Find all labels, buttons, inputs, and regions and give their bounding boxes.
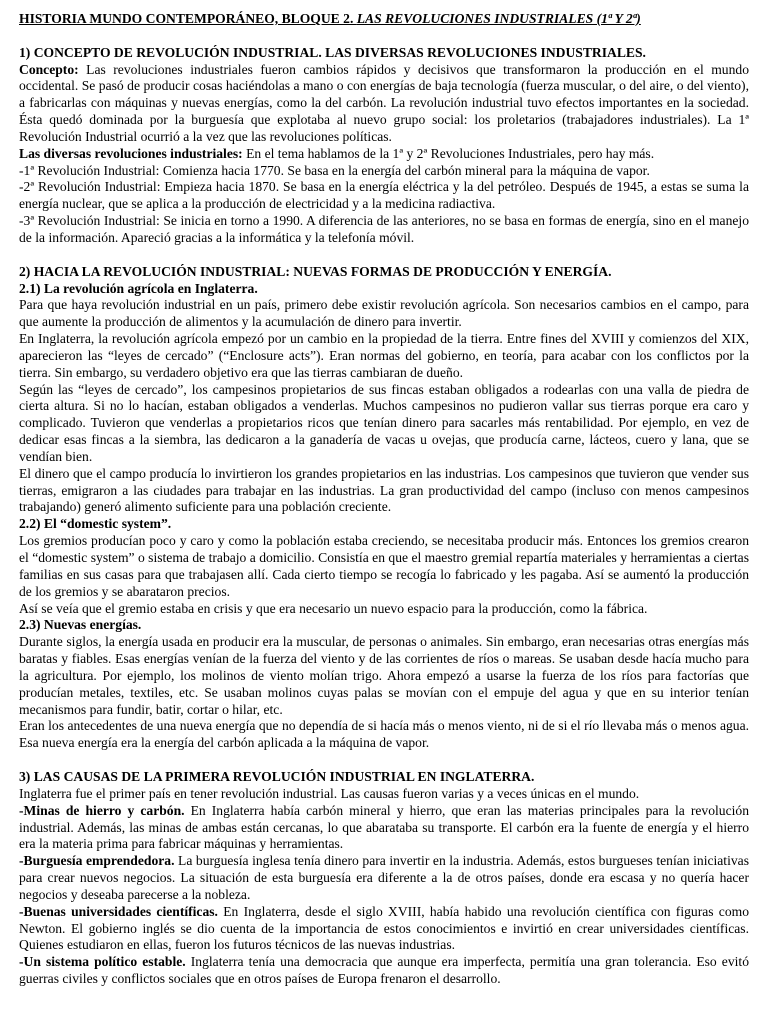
paragraph: Así se veía que el gremio estaba en crisis y que era necesario un nuevo espacio para la producción, como la fábrica. xyxy=(19,600,648,616)
paragraph: Los gremios producían poco y caro y como la población estaba creciendo, se necesitaba producir más. Entonces los gremios crearon el “domestic system” o sistema de trabajo a domicilio. Consistía en que el maestro gremial repartía materiales y herramientas a ciertas familias en sus casas para que trabajasen allí. Cada cierto tiempo se recogía lo fabricado y les pagaba. Así se aumentó la producción de los gremios y se abarataron precios. xyxy=(19,533,749,599)
cause-label: -Un sistema político estable. xyxy=(19,954,186,970)
section-1-heading: 1) CONCEPTO DE REVOLUCIÓN INDUSTRIAL. LAS DIVERSAS REVOLUCIONES INDUSTRIALES. xyxy=(19,44,646,60)
concept-paragraph xyxy=(19,62,749,146)
cause-text: Inglaterra tenía una democracia que aunque era imperfecta, permitía una gran tolerancia. Eso evitó guerras civiles y conflictos sociales que en otros países de Europa frenaron el desarrollo. xyxy=(19,954,749,987)
diversas-paragraph xyxy=(19,146,749,163)
subsection-2-2-heading: 2.2) El “domestic system”. xyxy=(19,516,172,532)
cause-text: En Inglaterra había carbón mineral y hierro, que eran las materias principales para la revolución industrial. Además, las minas de ambas están cercanas, lo que abarataba su transporte. El carbón era la fuente de energía y el hierro era la materia prima para fabricar máquinas y herramientas. xyxy=(19,802,750,852)
paragraph: El dinero que el campo producía lo invirtieron los grandes propietarios en las industrias. Los campesinos que tuvieron que vender sus tierras, emigraron a las ciudades para trabajar en las industrias. La gran productividad del campo (incluso con menos campesinos trabajando) generó alimento suficiente para una población creciente. xyxy=(19,465,749,515)
cause-label: -Buenas universidades científicas. xyxy=(19,903,218,919)
cause-paragraph xyxy=(19,904,749,955)
revolution-item: -1ª Revolución Industrial: Comienza hacia 1770. Se basa en la energía del carbón mineral para la máquina de vapor. xyxy=(19,162,650,178)
concept-label: Concepto: xyxy=(19,61,79,77)
diversas-text: En el tema hablamos de la 1ª y 2ª Revoluciones Industriales, pero hay más. xyxy=(242,145,655,161)
revolution-item: -3ª Revolución Industrial: Se inicia en torno a 1990. A diferencia de las anteriores, no se basa en formas de energía, sino en el manejo de la información. Apareció gracias a la informática y la telefonía móvil. xyxy=(19,213,749,245)
paragraph: Para que haya revolución industrial en un país, primero debe existir revolución agrícola. Son necesarios cambios en el campo, para que aumente la producción de alimentos y la acumulación de dinero para invertir. xyxy=(19,297,749,330)
revolution-item: -2ª Revolución Industrial: Empieza hacia 1870. Se basa en la energía eléctrica y la del petróleo. Después de 1945, a estas se suma la energía nuclear, que se aplica a la producción de electricidad y a la medicina radiactiva. xyxy=(19,179,749,212)
title-main: HISTORIA MUNDO CONTEMPORÁNEO, BLOQUE 2. xyxy=(19,11,357,26)
title-italic: LAS REVOLUCIONES INDUSTRIALES (1ª Y 2ª) xyxy=(356,11,641,26)
section-3-intro: Inglaterra fue el primer país en tener revolución industrial. Las causas fueron varias y a veces únicas en el mundo. xyxy=(19,785,640,801)
diversas-label: Las diversas revoluciones industriales: xyxy=(19,145,243,161)
paragraph: Durante siglos, la energía usada en producir era la muscular, de personas o animales. Sin embargo, eran necesarias otras energías más baratas y fiables. Esas energías venían de la fuerza del viento y de las corrientes de ríos o mareas. Se usaban desde hacía mucho para la agricultura. Por ejemplo, los molinos de viento molían trigo. Ahora empezó a usarse la fuerza de los ríos para factorías que producían metales, textiles, etc. Se usaban molinos cuyas palas se movían con el empuje del agua y que en su interior tenían mecanismos para fundir, batir, cortar o hilar, etc. xyxy=(19,634,749,717)
cause-label: -Minas de hierro y carbón. xyxy=(19,802,185,818)
cause-paragraph xyxy=(19,954,749,988)
concept-text: Las revoluciones industriales fueron cambios rápidos y decisivos que transformaron la producción en el mundo occidental. Se pasó de producir cosas haciéndolas a mano o con energías de baja tecnología (fuerza muscular, o del aire, o del viento), a fabricarlas con máquinas y nuevas energías, como la del carbón. La revolución industrial tuvo efectos importantes en la sociedad. Ésta quedó dominada por la burguesía que explotaba al nuevo grupo social: los proletarios (trabajadores industriales). La 1ª Revolución Industrial ocurrió a la vez que las revoluciones políticas. xyxy=(19,61,749,144)
section-2-heading: 2) HACIA LA REVOLUCIÓN INDUSTRIAL: NUEVAS FORMAS DE PRODUCCIÓN Y ENERGÍA. xyxy=(19,263,612,279)
cause-text: En Inglaterra, desde el siglo XVIII, había habido una revolución científica con figuras como Newton. El gobierno inglés se dio cuenta de la importancia de estos conocimientos e invirtió en crear universidades científicas. Quienes estudiaron en ellas, fueron los futuros técnicos de las nuevas industrias. xyxy=(19,903,749,953)
document-title xyxy=(19,11,749,28)
cause-label: -Burguesía emprendedora. xyxy=(19,853,175,869)
cause-text: La burguesía inglesa tenía dinero para invertir en la industria. Además, estos burgueses tenían iniciativas para crear nuevos negocios. La situación de esta burguesía era diferente a la de otros países, donde era escasa y no quería hacer negocios y deseaba parecerse a la nobleza. xyxy=(19,853,749,902)
subsection-2-1-heading: 2.1) La revolución agrícola en Inglaterra. xyxy=(19,280,258,296)
paragraph: En Inglaterra, la revolución agrícola empezó por un cambio en la propiedad de la tierra. Entre fines del XVIII y comienzos del XIX, aparecieron las “leyes de cercado” (“Enclosure acts”). Eran normas del gobierno, en teoría, para acabar con los conflictos por la tierra. Sin embargo, su verdadero objetivo era que las tierras cambiaran de dueño. xyxy=(19,331,749,380)
paragraph: Según las “leyes de cercado”, los campesinos propietarios de sus fincas estaban obligados a rodearlas con una valla de piedra de cierta altura. Si no lo hacían, estaban obligados a venderlas. Muchos campesinos no pudieron vallar sus tierras porque era caro y complicado. Tuvieron que venderlas a propietarios ricos que tenían dinero para sacarles más rentabilidad. Por ejemplo, en vez de dedicar esas fincas a la siembra, las dedicaron a la ganadería de vacas u ovejas, que producía carne, lácteos, cuero y lana, que se vendían bien. xyxy=(19,381,749,464)
subsection-2-3-heading: 2.3) Nuevas energías. xyxy=(19,617,142,633)
section-3-heading: 3) LAS CAUSAS DE LA PRIMERA REVOLUCIÓN INDUSTRIAL EN INGLATERRA. xyxy=(19,768,535,784)
cause-paragraph xyxy=(19,853,749,904)
paragraph: Eran los antecedentes de una nueva energía que no dependía de si hacía más o menos viento, ni de si el río llevaba más o menos agua. Esa nueva energía era la energía del carbón aplicada a la máquina de vapor. xyxy=(19,718,749,751)
cause-paragraph xyxy=(19,803,749,854)
